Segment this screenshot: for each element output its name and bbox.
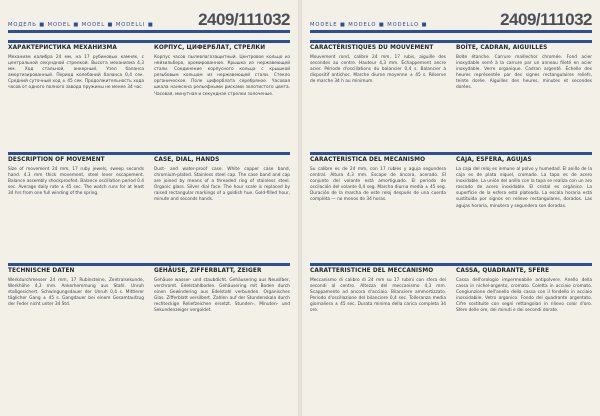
movement-text: Size of movement 24 mm, 17 ruby jewels, sweep seconds hand. 4.3 mm thick movement, steel lever escapement. Balance assembly shockproofed. Balance oscillation period 0.4 sec. Average daily rate ± 45 sec. The watch runs for at least 34 hrs from one full winding of the spring. xyxy=(8,167,144,197)
case-column xyxy=(456,268,592,315)
reference-number: 2409/111032 xyxy=(198,10,290,29)
movement-title: TECHNISCHE DATEN xyxy=(8,268,75,274)
page-header xyxy=(8,10,290,36)
case-title: BOÎTE, CADRAN, AIGUILLES xyxy=(456,45,548,51)
case-title: CAJA, ESFERA, AGUJAS xyxy=(456,157,532,163)
section-rule xyxy=(8,40,290,43)
case-title: CASSA, QUADRANTE, SFERE xyxy=(456,268,550,274)
movement-column xyxy=(310,268,446,315)
movement-column xyxy=(8,157,144,197)
case-column xyxy=(154,45,290,98)
case-text: Gehäuse wasser- und staubdicht. Gehäusering aus Neusilber, verchromt. Edelstahlboden. Gehäusering mit Boden durch einen Gewindering aus Edelstahl verbunden. Organisches Glas. Zifferblatt versilbert. Zahlen auf der Stundenskala durch rechteckige Reliefzeichen ersetzt. Stunden-, Minuten- und Sekundenzeiger vergoldet. xyxy=(154,278,290,314)
models-label: MODELE ■ MODELO ■ MODELLO ■ xyxy=(310,22,428,28)
movement-title: CARACTERÍSTICA DEL MECANISMO xyxy=(310,157,426,163)
case-title: КОРПУС, ЦИФЕРБЛАТ, СТРЕЛКИ xyxy=(154,45,266,51)
left-page xyxy=(0,0,298,416)
movement-title: CARATTERISTICHE DEL MECCANISMO xyxy=(310,268,434,274)
movement-text: Werkdurchmesser 24 mm, 17 Rubinsteine, Zentralsekunde, Werkhöhe 4,3 mm. Ankerhemmung aus Stahl. Unruh stoßgesichert. Schwingungsdauer der Unruh 0,4 s. Mittlerer täglicher Gang ± 45 s. Gangdauer bei einem Gesamtaufzug der Feder nicht unter 34 Std. xyxy=(8,278,144,308)
section-rule xyxy=(8,263,290,266)
movement-title: ХАРАКТЕРИСТИКА МЕХАНИЗМА xyxy=(8,45,117,51)
movement-text: Mouvement rond, calibre 24 mm, 17 rubis, aiguille des secondes au centre. Hauteur 4,3 mm. Échappement ancre acier. Période d'oscillations du balancier 0,4 s. Balancier à dispositif antichoc. Marche diurne moyenne ± 45 s. Réserve de marche 34 h au minimum. xyxy=(310,55,446,85)
case-text: Корпус часов пылевлагозащитный. Центровое кольцо из нейзильбера, хромированное. Крышка из нержавеющей стали. Соединение корпусного кольца с крышкой резьбовым кольцом из нержавеющей стали. Стекло органическое. Поле циферблата серебряное. Часовая шкала нанесена рельефными рисками золотистого цвета. Часовая, минутная и секундная стрелки золоченые. xyxy=(154,55,290,97)
movement-text: Su calibre es de 24 mm, con 17 rubíes y aguja segundera central. Altura 4,3 mm. Escape de áncora, acerado. El conjunto del volante está amortiguado. El período de oscilación del volante 0,4 seg. Marcha diurna media ± 45 seg. Duración de la marcha de este reloj después de una cuerda completa — no menos de 34 horas. xyxy=(310,167,446,203)
case-column xyxy=(154,268,290,315)
right-page xyxy=(302,0,600,416)
section-rule xyxy=(310,40,592,43)
page-header xyxy=(310,10,592,36)
section-rule xyxy=(8,152,290,155)
case-title: CASE, DIAL, HANDS xyxy=(154,157,220,163)
case-text: Boîte étanche. Carrure maillechor chromée. Fond acier inoxydable serré à la carrure par un anneau fileté en acier inoxydable. Verre organique. Cadran argenté. Échelle des heures représentée par des signes rectangulaires reliefs, teinte dorée. Aiguilles des heures, minutes et secondes dorées. xyxy=(456,55,592,91)
header-rule xyxy=(310,30,592,33)
movement-column xyxy=(8,268,144,308)
models-label: МОДЕЛЬ ■ MODEL ■ MODEL ■ MODELLI ■ xyxy=(8,22,154,28)
case-title: GEHÄUSE, ZIFFERBLATT, ZEIGER xyxy=(154,268,262,274)
section-rule xyxy=(310,152,592,155)
movement-column xyxy=(8,45,144,92)
case-column xyxy=(154,157,290,204)
movement-text: Механизм калибра 24 мм, на 17 рубиновых камнях, с центральной секундной стрелкой. Высота механизма 4,3 мм. Ход стальной, анкерный. Узел баланса амортизированный. Период колебаний баланса 0,4 сек. Средний суточный ход ± 45 сек. Продолжительность хода часов от одного полного завода пружины не менее 34 час. xyxy=(8,55,144,91)
section-rule xyxy=(310,263,592,266)
header-rule xyxy=(8,30,290,33)
case-text: Cassa dell'orologio impermeabile antipolvere. Anello della cassa in nichel-argento, cromato. Coletta in acciaio cromato. Congiunzione dell'anello della cassa con il fondello in acciaio inossidabile. Vetro organico. Fondo del quadrante argentato. Cifre sostituite con segni rettangolari in rilievo color d'oro. Sfere delle ore, dei minuti e dei secondi dorate. xyxy=(456,278,592,314)
movement-title: CARACTÉRISTIQUES DU MOUVEMENT xyxy=(310,45,434,51)
movement-column xyxy=(310,157,446,204)
case-column xyxy=(456,45,592,92)
case-text: Dust- and water-proof case. White copper case band, chromium-plated. Stainless steel cap. The case band and cap are joined by means of a threaded ring of stainless steel. Organic glass. Silver dial face. The hour scale is replaced by raised rectangular markings of a goldish hue. Gold-filled hour, minute and seconds hands. xyxy=(154,167,290,203)
movement-title: DESCRIPTION OF MOVEMENT xyxy=(8,157,105,163)
movement-text: Meccanismo di calibro di 24 mm su 17 rubini con sfera dei secondi al centro. Altezza del meccanismo 4,3 mm. Scappamento ad ancora d'acciaio. Bilanciere ammortizzato. Periodo d'oscillazione del bilanciere 0,4 sec. Tolleranza media giornaliera ± 45 sec. Durata minima della carica completa 34 ore. xyxy=(310,278,446,314)
reference-number: 2409/111032 xyxy=(500,10,592,29)
case-text: La caja del reloj es inmune al polvo y humedad. El anillo de la caja es de plata niquel, cromado. La tapa es de acero inoxidable. La unión del anillo con la tapa se realiza con un aro roscado de acero inoxidable. El cristal es orgánico. La superficie de la esfera está plateada. La escala horaria está sustituida por signos en relieve rectangulares, dorados. Las agujas horaria, minutera y segundera son doradas. xyxy=(456,167,592,209)
case-column xyxy=(456,157,592,210)
movement-column xyxy=(310,45,446,85)
